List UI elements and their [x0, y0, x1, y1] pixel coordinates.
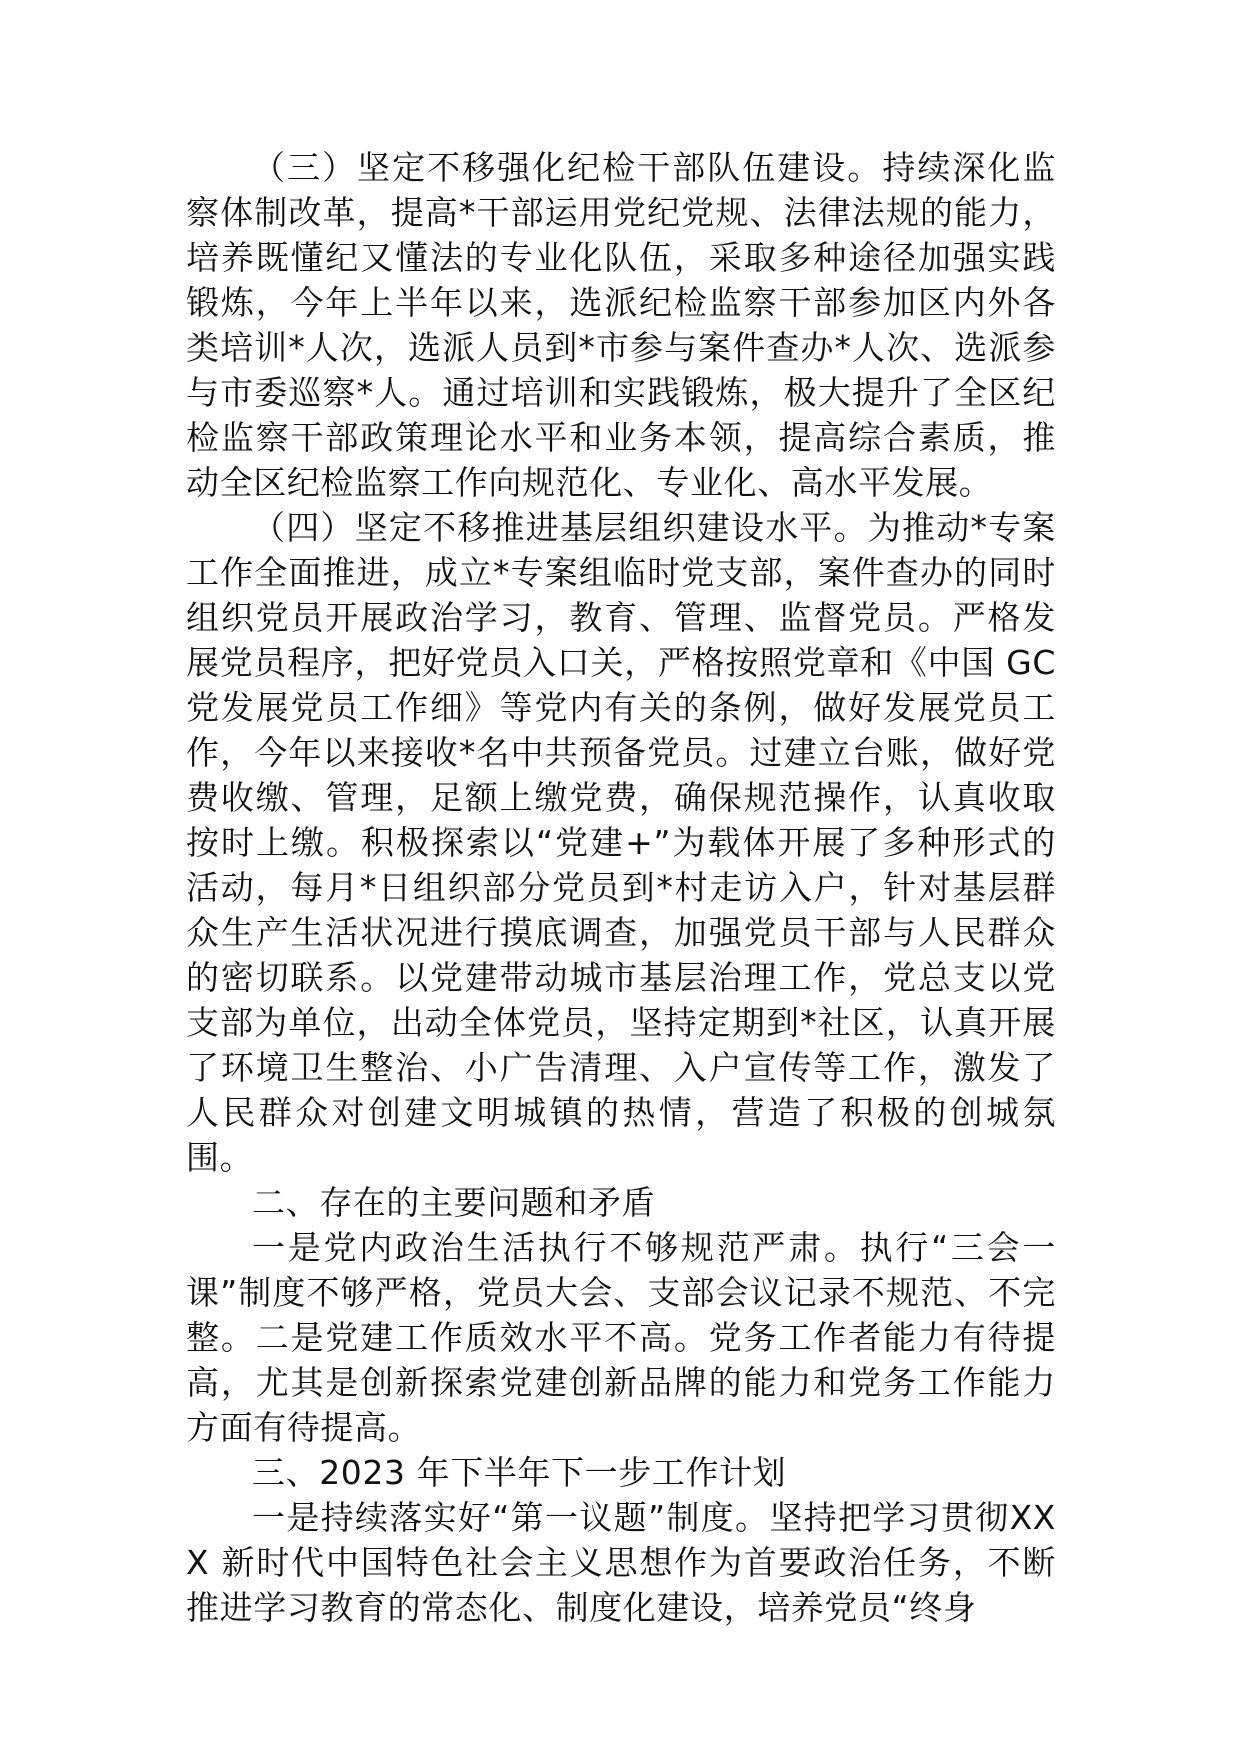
- paragraph-problems: 一是党内政治生活执行不够规范严肃。执行“三会一课”制度不够严格，党员大会、支部会议记录不规范、不完整。二是党建工作质效水平不高。党务工作者能力有待提高，尤其是创新探索党建创新品牌的能力和党务工作能力方面有待提高。: [186, 1228, 1056, 1447]
- paragraph-section-3-discipline-team: （三）坚定不移强化纪检干部队伍建设。持续深化监察体制改革，提高*干部运用党纪党规、法律法规的能力，培养既懂纪又懂法的专业化队伍，采取多种途径加强实践锻炼，今年上半年以来，选派纪检监察干部参加区内外各类培训*人次，选派人员到*市参与案件查办*人次、选派参与市委巡察*人。通过培训和实践锻炼，极大提升了全区纪检监察干部政策理论水平和业务本领，提高综合素质，推动全区纪检监察工作向规范化、专业化、高水平发展。: [186, 148, 1056, 502]
- paragraph-plan-first-topic: 一是持续落实好“第一议题”制度。坚持把学习贯彻XXX 新时代中国特色社会主义思想作为首要政治任务，不断推进学习教育的常态化、制度化建设，培养党员“终身: [186, 1498, 1056, 1627]
- paragraph-section-4-grassroots-organization: （四）坚定不移推进基层组织建设水平。为推动*专案工作全面推进，成立*专案组临时党支部，案件查办的同时组织党员开展政治学习，教育、管理、监督党员。严格发展党员程序，把好党员入口关，严格按照党章和《中国 GC党发展党员工作细》等党内有关的条例，做好发展党员工作，今年以来接收*名中共预备党员。过建立台账，做好党费收缴、管理，足额上缴党费，确保规范操作，认真收取按时上缴。积极探索以“党建+”为载体开展了多种形式的活动，每月*日组织部分党员到*村走访入户，针对基层群众生产生活状况进行摸底调查，加强党员干部与人民群众的密切联系。以党建带动城市基层治理工作，党总支以党支部为单位，出动全体党员，坚持定期到*社区，认真开展了环境卫生整治、小广告清理、入户宣传等工作，激发了人民群众对创建文明城镇的热情，营造了积极的创城氛围。: [186, 508, 1056, 1177]
- heading-work-plan: 三、2023 年下半年下一步工作计划: [252, 1453, 787, 1492]
- document-body: [186, 145, 1056, 1630]
- heading-main-problems: 二、存在的主要问题和矛盾: [252, 1183, 656, 1222]
